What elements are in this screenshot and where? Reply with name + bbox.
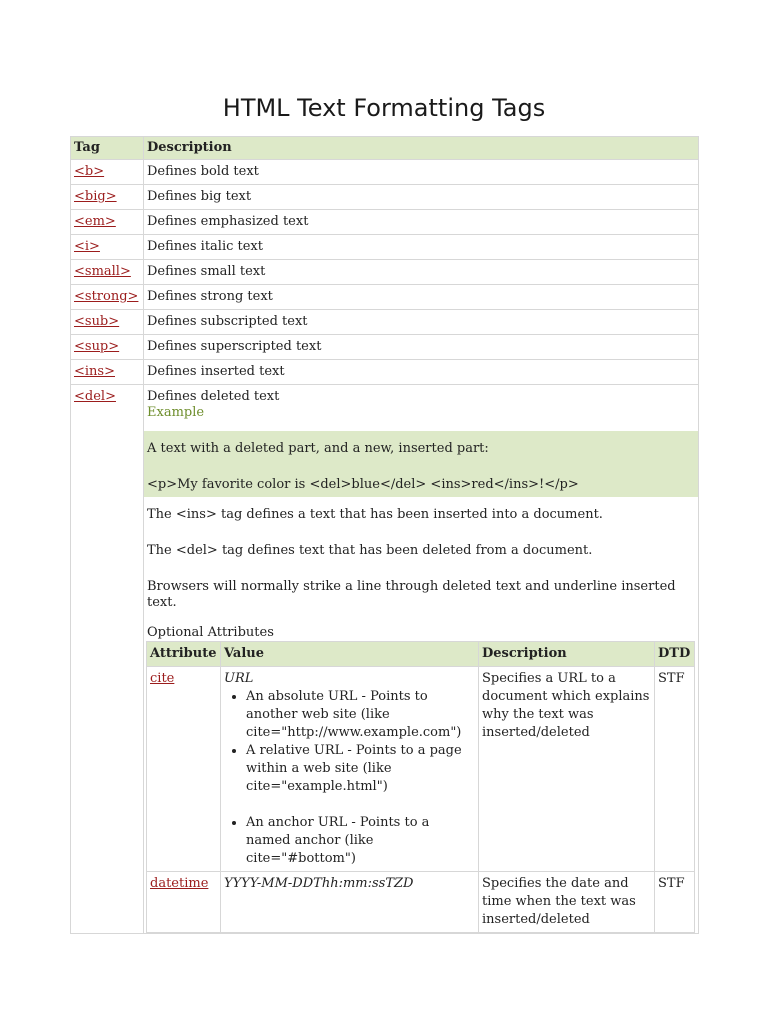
tag-link-i[interactable]: <i> (74, 239, 100, 254)
tag-link-del[interactable]: <del> (74, 389, 116, 404)
attribute-row-cite (147, 667, 695, 872)
cite-description: Specifies a URL to a document which explains why the text was inserted/deleted (479, 667, 655, 872)
example-label: Example (147, 405, 205, 420)
list-item: • An absolute URL - Points to another web site (like cite="http://www.example.com") (246, 688, 475, 742)
tag-link-b[interactable]: <b> (74, 164, 105, 179)
attributes-table-header (147, 642, 695, 667)
datetime-dtd: STF (655, 872, 695, 933)
attr-description-column-header: Description (479, 642, 655, 667)
cite-link[interactable]: cite (150, 671, 175, 686)
datetime-value: YYYY-MM-DDThh:mm:ssTZD (221, 872, 479, 933)
cite-value-list (224, 688, 475, 868)
attribute-column-header: Attribute (147, 642, 221, 667)
tag-link-sub[interactable]: <sub> (74, 314, 120, 329)
table-row (71, 185, 699, 210)
tag-description: Defines bold text (144, 160, 699, 185)
tag-link-em[interactable]: <em> (74, 214, 116, 229)
datetime-description: Specifies the date and time when the text was inserted/deleted (479, 872, 655, 933)
table-row-del (71, 385, 699, 934)
browser-note: Browsers will normally strike a line through deleted text and underline inserted text. (147, 579, 676, 610)
example-code: <p>My favorite color is <del>blue</del> <ins>red</ins>!</p> (147, 477, 579, 492)
cite-dtd: STF (655, 667, 695, 872)
attributes-table (146, 641, 695, 933)
tag-description: Defines subscripted text (144, 310, 699, 335)
tag-description: Defines strong text (144, 285, 699, 310)
tag-description: Defines inserted text (144, 360, 699, 385)
list-item: • A relative URL - Points to a page within a web site (like cite="example.html") (246, 742, 475, 796)
tags-table (70, 136, 699, 934)
tag-link-small[interactable]: <small> (74, 264, 131, 279)
tag-description: Defines emphasized text (144, 210, 699, 235)
ins-explanation: The <ins> tag defines a text that has been inserted into a document. (147, 507, 603, 522)
table-row (71, 285, 699, 310)
table-row (71, 310, 699, 335)
tag-description: Defines deleted text (147, 389, 280, 404)
tag-link-ins[interactable]: <ins> (74, 364, 115, 379)
dtd-column-header: DTD (655, 642, 695, 667)
tag-link-sup[interactable]: <sup> (74, 339, 120, 354)
table-row (71, 360, 699, 385)
table-row (71, 335, 699, 360)
table-row (71, 235, 699, 260)
table-row (71, 160, 699, 185)
tag-link-big[interactable]: <big> (74, 189, 117, 204)
del-description-cell (144, 385, 699, 934)
value-column-header: Value (221, 642, 479, 667)
tag-description: Defines small text (144, 260, 699, 285)
page-title: HTML Text Formatting Tags (222, 94, 546, 122)
tag-description: Defines italic text (144, 235, 699, 260)
tags-table-header (71, 137, 699, 160)
datetime-link[interactable]: datetime (150, 876, 209, 891)
tag-column-header: Tag (71, 137, 144, 160)
table-row (71, 210, 699, 235)
cite-value-type: URL (224, 671, 254, 686)
description-column-header: Description (144, 137, 699, 160)
example-box (144, 431, 698, 497)
attribute-row-datetime (147, 872, 695, 933)
tag-description: Defines big text (144, 185, 699, 210)
example-text: A text with a deleted part, and a new, inserted part: (147, 441, 489, 456)
list-item: • An anchor URL - Points to a named anchor (like cite="#bottom") (246, 814, 475, 868)
tag-description: Defines superscripted text (144, 335, 699, 360)
optional-attributes-heading: Optional Attributes (147, 625, 274, 640)
del-explanation: The <del> tag defines text that has been deleted from a document. (147, 543, 593, 558)
table-row (71, 260, 699, 285)
cite-value-cell (221, 667, 479, 872)
tag-link-strong[interactable]: <strong> (74, 289, 139, 304)
